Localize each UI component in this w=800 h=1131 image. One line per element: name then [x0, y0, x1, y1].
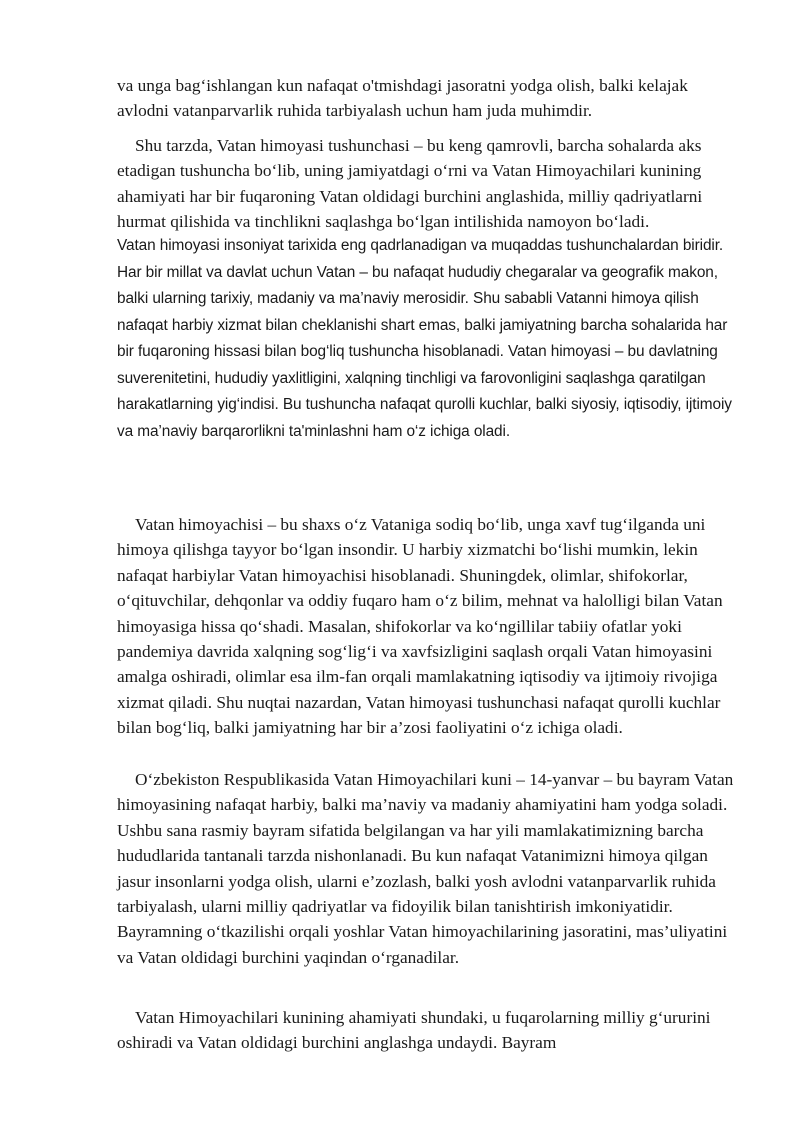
- paragraph-vatan-himoyasi-summary: Shu tarzda, Vatan himoyasi tushunchasi – bu keng qamrovli, barcha sohalarda aks etadigan tushuncha bo‘lib, uning jamiyatdagi o‘rni va Vatan Himoyachilari kunining ahamiyati har bir fuqaroning Vatan oldidagi burchini anglashida, milliy qadriyatlarni hurmat qilishida va tinchlikni saqlashga bo‘lgan intilishida namoyon bo‘ladi.: [117, 136, 703, 232]
- paragraph-ahamiyati: Vatan Himoyachilari kunining ahamiyati shundaki, u fuqarolarning milliy g‘ururini oshiradi va Vatan oldidagi burchini anglashga undaydi. Bayram: [117, 1008, 711, 1053]
- paragraph-14-yanvar: O‘zbekiston Respublikasida Vatan Himoyachilari kuni – 14-yanvar – bu bayram Vatan himoyasining nafaqat harbiy, balki ma’naviy va madaniy ahamiyatini ham yodga soladi. Ushbu sana rasmiy bayram sifatida belgilangan va har yili mamlakatimizning barcha hududlarida tantanali tarzda nishonlanadi. Bu kun nafaqat Vatanimizni himoya qilgan jasur insonlarni yodga olish, ularni e’zozlash, balki yosh avlodni vatanparvarlik ruhida tarbiyalash, ularni milliy qadriyatlar va fidoyilik bilan tanishtirish imkoniyatidir. Bayramning o‘tkazilishi orqali yoshlar Vatan himoyachilarining jasoratini, mas’uliyatini va Vatan oldidagi burchini yaqindan o‘rganadilar.: [117, 770, 734, 967]
- paragraph-vatan-himoyachisi: Vatan himoyachisi – bu shaxs o‘z Vataniga sodiq bo‘lib, unga xavf tug‘ilganda uni himoya qilishga tayyor bo‘lgan insondir. U harbiy xizmatchi bo‘lishi mumkin, lekin nafaqat harbiylar Vatan himoyachisi hisoblanadi. Shuningdek, olimlar, shifokorlar, o‘qituvchilar, dehqonlar va oddiy fuqaro ham o‘z bilim, mehnat va halolligi bilan Vatan himoyasiga hissa qo‘shadi. Masalan, shifokorlar va ko‘ngillilar tabiiy ofatlar yoki pandemiya davrida xalqning sog‘lig‘i va xavfsizligini saqlash orqali Vatan himoyasini amalga oshiradi, olimlar esa ilm-fan orqali mamlakatning iqtisodiy va ijtimoiy rivojiga xizmat qiladi. Shu nuqtai nazardan, Vatan himoyasi tushunchasi nafaqat qurolli kuchlar bilan bog‘liq, balki jamiyatning har bir a’zosi faoliyatini o‘z ichiga oladi.: [117, 515, 723, 738]
- paragraph-vatan-himoyasi-definition: Vatan himoyasi insoniyat tarixida eng qadrlanadigan va muqaddas tushunchalardan biridir. Har bir millat va davlat uchun Vatan – bu nafaqat hududiy chegaralar va geografik makon, balki ularning tarixiy, madaniy va ma’naviy merosidir. Shu sababli Vatanni himoya qilish nafaqat harbiy xizmat bilan cheklanishi shart emas, balki jamiyatning barcha sohalarida har bir fuqaroning hissasi bilan bog‘liq tushuncha hisoblanadi. Vatan himoyasi – bu davlatning suverenitetini, hududiy yaxlitligini, xalqning tinchligi va farovonligini saqlashga qaratilgan harakatlarning yig‘indisi. Bu tushuncha nafaqat qurolli kuchlar, balki siyosiy, iqtisodiy, ijtimoiy va ma’naviy barqarorlikni ta'minlashni ham o‘z ichiga oladi.: [117, 237, 732, 440]
- paragraph-continuation: va unga bag‘ishlangan kun nafaqat o'tmishdagi jasoratni yodga olish, balki kelajak avlodni vatanparvarlik ruhida tarbiyalash uchun ham juda muhimdir.: [117, 76, 688, 121]
